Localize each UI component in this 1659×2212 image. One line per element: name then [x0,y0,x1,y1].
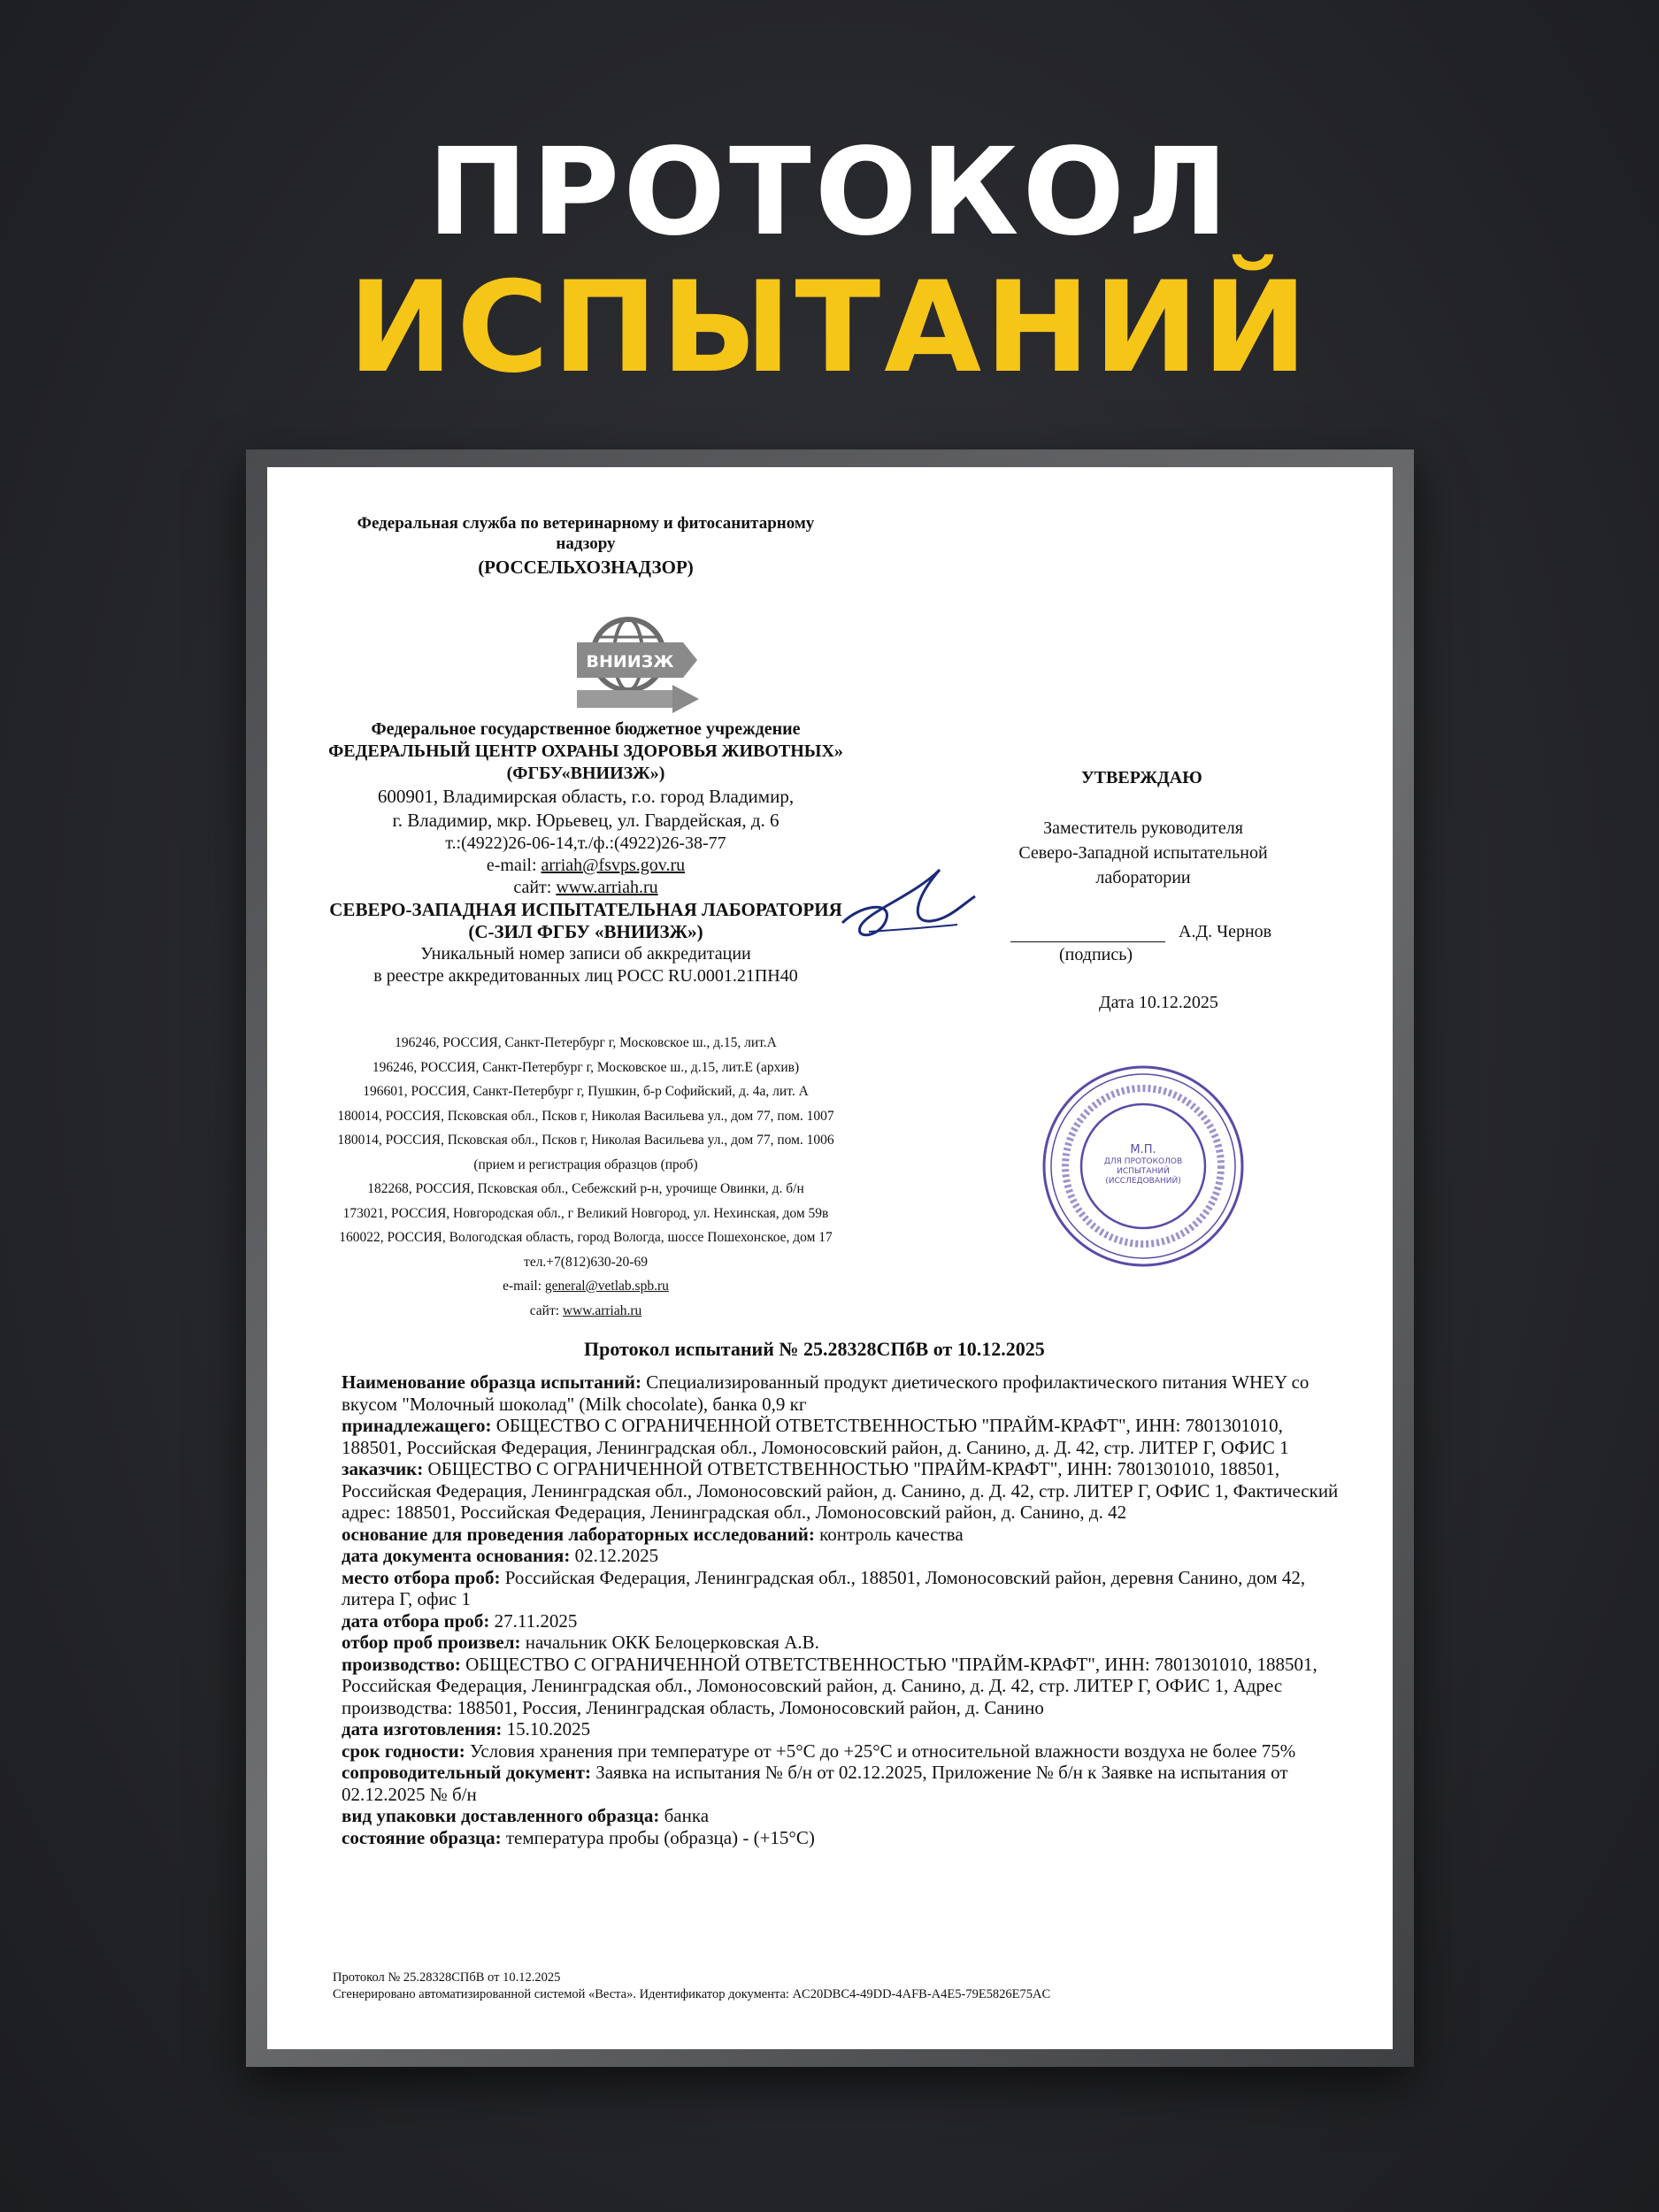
field-basis [342,1524,1341,1546]
hero-title-line1: ПРОТОКОЛ [426,123,1233,263]
field-manufacturer [342,1654,1341,1719]
institution-email-link[interactable]: arriah@fsvps.gov.ru [541,856,686,875]
protocol-title: Протокол испытаний № 25.28328СПбВ от 10.12.2025 [584,1338,1045,1360]
lab-email-link[interactable]: general@vetlab.spb.ru [544,1279,669,1294]
official-stamp [1037,1060,1249,1272]
field-owner [342,1415,1341,1458]
document-page [267,467,1393,2049]
hero-title-line2: ИСПЫТАНИЙ [348,255,1311,401]
field-value: Специализированный продукт диетического профилактического питания WHEY со вкусом "Молочный шоколад" (Milk chocolate), банка 0,9 кг [342,1371,1310,1415]
field-shelf-life [342,1740,1341,1763]
approver-name: А.Д. Чернов [1179,922,1272,941]
field-sampled-by [342,1632,1341,1654]
field-manufacture-date [342,1718,1341,1740]
approval-position-line1: Заместитель руководителя [1043,818,1243,838]
field-value: Условия хранения при температуре от +5°С до +25°С и относительной влажности воздуха не более 75% [469,1740,1296,1762]
agency-short: (РОССЕЛЬХОЗНАДЗОР) [478,557,694,578]
lab-address: 160022, РОССИЯ, Вологодская область, город Вологда, шоссе Пошехонское, дом 17 [339,1230,833,1245]
field-value: ОБЩЕСТВО С ОГРАНИЧЕННОЙ ОТВЕТСТВЕННОСТЬЮ "ПРАЙМ-КРАФТ", ИНН: 7801301010, 188501, Российская Федерация, Ленинградская обл., Ломоносовский район, д. Санино, д. Д. 42, стр. ЛИТЕР Г, ОФИС 1 [342,1415,1289,1458]
signature-mark [807,852,984,949]
approval-title: УТВЕРЖДАЮ [1081,768,1202,787]
footer-generated-by: Сгенерировано автоматизированной системой «Веста». Идентификатор документа: AC20DBC4-49DD-4AFB-A4E5-79E5826E75AC [333,1987,1051,2001]
field-value: ОБЩЕСТВО С ОГРАНИЧЕННОЙ ОТВЕТСТВЕННОСТЬЮ "ПРАЙМ-КРАФТ", ИНН: 7801301010, 188501, Российская Федерация, Ленинградская обл., Ломоносовский район, д. Санино, д. Д. 42, стр. ЛИТЕР Г, ОФИС 1, Адрес производства: 188501, Россия, Ленинградская область, Ломоносовский район, д. Санино [342,1653,1317,1718]
lab-phone: тел.+7(812)630-20-69 [524,1254,648,1270]
agency-header [303,513,869,578]
field-value: начальник ОКК Белоцерковская А.В. [525,1632,819,1653]
field-label: состояние образца: [342,1826,502,1848]
field-label: производство: [342,1653,461,1675]
field-value: 02.12.2025 [574,1545,659,1566]
field-value: 15.10.2025 [506,1718,591,1740]
accreditation-line2: в реестре аккредитованных лиц РОСС RU.0001.21ПН40 [373,966,798,986]
institution-short: (ФГБУ«ВНИИЗЖ») [506,764,665,783]
field-label: дата отбора проб: [342,1609,490,1632]
institution-type: Федеральное государственное бюджетное учреждение [371,719,801,739]
field-label: заказчик: [342,1458,424,1479]
field-value: банка [664,1805,710,1826]
approval-date: Дата 10.12.2025 [1099,993,1218,1012]
lab-address: 180014, РОССИЯ, Псковская обл., Псков г, Николая Васильева ул., дом 77, пом. 1006 [337,1133,834,1148]
field-value: Российская Федерация, Ленинградская обл., 188501, Ломоносовский район, деревня Санино, дом 42, литера Г, офис 1 [342,1566,1306,1609]
lab-email-label: e-mail: [503,1279,542,1294]
field-label: принадлежащего: [342,1415,492,1436]
institution-block [303,718,869,987]
agency-line1: Федеральная служба по ветеринарному и фитосанитарному [357,514,815,533]
field-accompanying-doc [342,1762,1341,1805]
field-label: дата документа основания: [342,1545,571,1566]
lab-address: 196246, РОССИЯ, Санкт-Петербург г, Московское ш., д.15, лит.А [395,1035,777,1050]
site-label: сайт: [513,878,552,897]
institution-email-row [303,855,869,877]
lab-address: 173021, РОССИЯ, Новгородская обл., г Великий Новгород, ул. Нехинская, дом 59в [342,1205,829,1221]
field-basis-date [342,1545,1341,1567]
field-value: контроль качества [819,1523,964,1545]
field-packaging [342,1805,1341,1827]
field-sampling-place [342,1567,1341,1610]
institution-logo [568,609,701,713]
lab-address: 182268, РОССИЯ, Псковская обл., Себежский р-н, урочище Овинки, д. б/н [367,1181,804,1196]
lab-addresses [303,1031,869,1323]
field-customer [342,1458,1341,1524]
field-value: ОБЩЕСТВО С ОГРАНИЧЕННОЙ ОТВЕТСТВЕННОСТЬЮ "ПРАЙМ-КРАФТ", ИНН: 7801301010, 188501, Российская Федерация, Ленинградская обл., Ломоносовский район, д. Санино, д. Д. 42, стр. ЛИТЕР Г, ОФИС 1, Фактический адрес: 188501, Российская Федерация, Ленинградская обл., Ломоносовский район, д. Санино, д. 42 [342,1458,1339,1523]
field-sample-condition [342,1827,1341,1849]
field-sample-name [342,1371,1341,1415]
protocol-fields [342,1371,1341,1848]
field-label: вид упаковки доставленного образца: [342,1805,660,1826]
lab-site-link[interactable]: www.arriah.ru [562,1302,642,1318]
field-label: срок годности: [342,1740,465,1762]
logo-text: ВНИИЗЖ [586,652,674,672]
stamp-label: М.П. [1130,1143,1156,1156]
institution-site-row [303,877,869,899]
lab-short: (С-ЗИЛ ФГБУ «ВНИИЗЖ») [468,921,703,942]
lab-email-row [303,1274,869,1299]
lab-address-note: (прием и регистрация образцов (проб) [473,1156,698,1172]
accreditation-line1: Уникальный номер записи об аккредитации [420,944,751,964]
field-label: сопроводительный документ: [342,1762,591,1783]
lab-address: 196246, РОССИЯ, Санкт-Петербург г, Московское ш., д.15, лит.Е (архив) [372,1059,800,1075]
lab-site-label: сайт: [529,1302,560,1318]
document-footer [333,1970,1050,2003]
signature-caption: (подпись) [1059,945,1133,964]
email-label: e-mail: [486,856,537,875]
approval-position-line3: лаборатории [1095,868,1191,887]
field-value: Заявка на испытания № б/н от 02.12.2025, Приложение № б/н к Заявке на испытания от 02.12.2025 № б/н [342,1762,1288,1805]
institution-address1: 600901, Владимирская область, г.о. город Владимир, [377,786,795,807]
approval-position-line2: Северо-Западной испытательной [1018,843,1268,863]
footer-protocol-ref: Протокол № 25.28328СПбВ от 10.12.2025 [333,1970,561,1985]
field-sampling-date [342,1610,1341,1632]
institution-phone: т.:(4922)26-06-14,т./ф.:(4922)26-38-77 [445,833,726,853]
lab-name: СЕВЕРО-ЗАПАДНАЯ ИСПЫТАТЕЛЬНАЯ ЛАБОРАТОРИЯ [329,899,842,920]
field-label: Наименование образца испытаний: [342,1371,641,1393]
institution-address2: г. Владимир, мкр. Юрьевец, ул. Гвардейская, д. 6 [392,810,780,831]
field-label: место отбора проб: [342,1566,501,1588]
field-value: 27.11.2025 [494,1609,578,1632]
field-label: отбор проб произвел: [342,1632,521,1653]
approval-position [957,816,1329,890]
stamp-center-text: ДЛЯ ПРОТОКОЛОВ ИСПЫТАНИЙ (ИССЛЕДОВАНИЙ) [1103,1157,1183,1186]
lab-address: 196601, РОССИЯ, Санкт-Петербург г, Пушкин, б-р Софийский, д. 4а, лит. А [363,1084,809,1099]
lab-site-row [303,1299,869,1324]
agency-line2: надзору [556,534,616,553]
institution-site-link[interactable]: www.arriah.ru [556,878,658,897]
institution-name: ФЕДЕРАЛЬНЫЙ ЦЕНТР ОХРАНЫ ЗДОРОВЬЯ ЖИВОТНЫХ» [328,741,843,761]
field-label: дата изготовления: [342,1718,503,1740]
lab-address: 180014, РОССИЯ, Псковская обл., Псков г, Николая Васильева ул., дом 77, пом. 1007 [337,1108,834,1124]
field-value: температура пробы (образца) - (+15°С) [505,1826,815,1848]
signature-line [1010,941,1165,942]
field-label: основание для проведения лабораторных исследований: [342,1523,815,1545]
